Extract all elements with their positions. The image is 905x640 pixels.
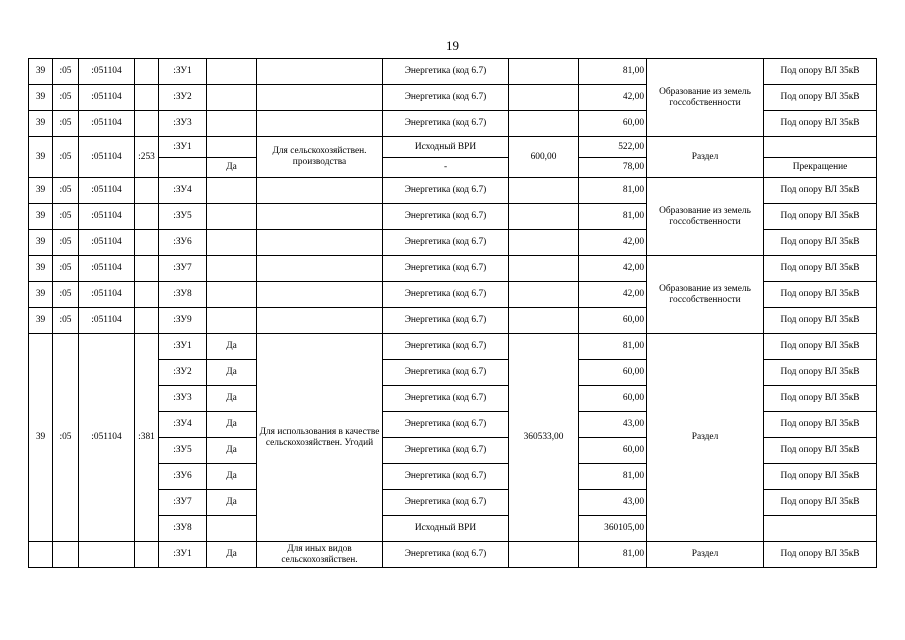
table-row xyxy=(29,59,877,85)
cell-region: 39 xyxy=(29,256,53,282)
cell-plot: :ЗУ1 xyxy=(159,137,207,158)
cell-district: :05 xyxy=(53,282,79,308)
cell-district: :05 xyxy=(53,256,79,282)
cell-original-area xyxy=(509,85,579,111)
cell-original-use: Для использования в качестве сельскохозяйствен. Угодий xyxy=(257,334,383,542)
cell-plot: :ЗУ1 xyxy=(159,542,207,568)
cell-area: 43,00 xyxy=(579,490,647,516)
cell-parcel: :381 xyxy=(135,334,159,542)
cell-purpose: Под опору ВЛ 35кВ xyxy=(764,282,877,308)
cell-use-type: Энергетика (код 6.7) xyxy=(383,204,509,230)
cell-plot: :ЗУ1 xyxy=(159,334,207,360)
cell-area: 43,00 xyxy=(579,412,647,438)
cell-use-type: Исходный ВРИ xyxy=(383,516,509,542)
cell-district: :05 xyxy=(53,59,79,85)
cell-quarter: :051104 xyxy=(79,178,135,204)
cell-parcel xyxy=(135,542,159,568)
cell-flag: Да xyxy=(207,386,257,412)
cell-parcel xyxy=(135,282,159,308)
cell-original-use xyxy=(257,256,383,282)
cell-plot: :ЗУ6 xyxy=(159,230,207,256)
cell-original-area xyxy=(509,542,579,568)
cell-purpose: Под опору ВЛ 35кВ xyxy=(764,542,877,568)
table-row xyxy=(29,542,877,568)
cell-plot: :ЗУ3 xyxy=(159,111,207,137)
cell-plot: :ЗУ3 xyxy=(159,386,207,412)
cell-purpose: Под опору ВЛ 35кВ xyxy=(764,230,877,256)
cell-formation-method: Раздел xyxy=(647,137,764,178)
cell-flag xyxy=(207,137,257,158)
cell-district: :05 xyxy=(53,308,79,334)
cell-region: 39 xyxy=(29,137,53,178)
cell-use-type: Энергетика (код 6.7) xyxy=(383,386,509,412)
cell-original-area xyxy=(509,178,579,204)
cell-area: 42,00 xyxy=(579,256,647,282)
cell-district: :05 xyxy=(53,334,79,542)
cell-quarter: :051104 xyxy=(79,334,135,542)
cell-plot: :ЗУ2 xyxy=(159,85,207,111)
cell-area: 60,00 xyxy=(579,308,647,334)
cell-use-type: Энергетика (код 6.7) xyxy=(383,334,509,360)
cell-use-type: - xyxy=(383,158,509,178)
cell-plot: :ЗУ7 xyxy=(159,256,207,282)
cell-area: 81,00 xyxy=(579,464,647,490)
cell-flag: Да xyxy=(207,464,257,490)
cell-quarter: :051104 xyxy=(79,308,135,334)
cell-area: 60,00 xyxy=(579,438,647,464)
cell-region: 39 xyxy=(29,111,53,137)
cell-flag xyxy=(207,59,257,85)
cell-quarter: :051104 xyxy=(79,256,135,282)
cell-original-use xyxy=(257,282,383,308)
cell-purpose: Под опору ВЛ 35кВ xyxy=(764,490,877,516)
cell-flag xyxy=(207,516,257,542)
cell-plot: :ЗУ2 xyxy=(159,360,207,386)
cell-formation-method: Образование из земель госсобственности xyxy=(647,256,764,334)
cell-original-area xyxy=(509,111,579,137)
cell-flag: Да xyxy=(207,438,257,464)
cell-area: 60,00 xyxy=(579,360,647,386)
cell-original-use xyxy=(257,178,383,204)
land-plots-table xyxy=(28,58,877,568)
cell-use-type: Энергетика (код 6.7) xyxy=(383,59,509,85)
cell-district: :05 xyxy=(53,137,79,178)
cell-formation-method: Раздел xyxy=(647,542,764,568)
cell-quarter xyxy=(79,542,135,568)
cell-area: 360105,00 xyxy=(579,516,647,542)
cell-original-use: Для сельскохозяйствен. производства xyxy=(257,137,383,178)
cell-district xyxy=(53,542,79,568)
cell-quarter: :051104 xyxy=(79,282,135,308)
cell-purpose xyxy=(764,137,877,158)
cell-quarter: :051104 xyxy=(79,137,135,178)
cell-use-type: Энергетика (код 6.7) xyxy=(383,111,509,137)
page-number: 19 xyxy=(446,38,459,53)
cell-plot xyxy=(159,158,207,178)
cell-plot: :ЗУ9 xyxy=(159,308,207,334)
cell-parcel xyxy=(135,111,159,137)
cell-plot: :ЗУ7 xyxy=(159,490,207,516)
cell-area: 81,00 xyxy=(579,59,647,85)
cell-parcel xyxy=(135,59,159,85)
cell-purpose: Под опору ВЛ 35кВ xyxy=(764,59,877,85)
cell-flag xyxy=(207,308,257,334)
cell-plot: :ЗУ5 xyxy=(159,438,207,464)
cell-purpose: Под опору ВЛ 35кВ xyxy=(764,308,877,334)
cell-original-use xyxy=(257,308,383,334)
cell-area: 60,00 xyxy=(579,111,647,137)
cell-district: :05 xyxy=(53,111,79,137)
cell-plot: :ЗУ8 xyxy=(159,282,207,308)
cell-parcel xyxy=(135,256,159,282)
cell-purpose xyxy=(764,516,877,542)
cell-purpose: Под опору ВЛ 35кВ xyxy=(764,386,877,412)
cell-use-type: Энергетика (код 6.7) xyxy=(383,490,509,516)
cell-purpose: Прекращение xyxy=(764,158,877,178)
cell-use-type: Энергетика (код 6.7) xyxy=(383,308,509,334)
cell-purpose: Под опору ВЛ 35кВ xyxy=(764,85,877,111)
cell-parcel xyxy=(135,308,159,334)
cell-original-area xyxy=(509,204,579,230)
cell-formation-method: Раздел xyxy=(647,334,764,542)
cell-area: 81,00 xyxy=(579,542,647,568)
cell-quarter: :051104 xyxy=(79,59,135,85)
cell-flag xyxy=(207,256,257,282)
cell-district: :05 xyxy=(53,204,79,230)
cell-parcel xyxy=(135,230,159,256)
cell-flag: Да xyxy=(207,490,257,516)
cell-flag: Да xyxy=(207,360,257,386)
cell-original-area xyxy=(509,256,579,282)
cell-use-type: Энергетика (код 6.7) xyxy=(383,360,509,386)
cell-flag: Да xyxy=(207,412,257,438)
cell-area: 81,00 xyxy=(579,178,647,204)
cell-district: :05 xyxy=(53,230,79,256)
cell-use-type: Энергетика (код 6.7) xyxy=(383,85,509,111)
table-row xyxy=(29,137,877,158)
cell-flag xyxy=(207,85,257,111)
cell-purpose: Под опору ВЛ 35кВ xyxy=(764,178,877,204)
cell-area: 522,00 xyxy=(579,137,647,158)
table-row xyxy=(29,334,877,360)
cell-original-area xyxy=(509,59,579,85)
cell-flag xyxy=(207,282,257,308)
cell-flag: Да xyxy=(207,542,257,568)
cell-purpose: Под опору ВЛ 35кВ xyxy=(764,334,877,360)
cell-original-area: 600,00 xyxy=(509,137,579,178)
cell-parcel: :253 xyxy=(135,137,159,178)
cell-region: 39 xyxy=(29,334,53,542)
cell-flag xyxy=(207,204,257,230)
cell-quarter: :051104 xyxy=(79,204,135,230)
cell-area: 81,00 xyxy=(579,334,647,360)
cell-original-area xyxy=(509,282,579,308)
cell-use-type: Энергетика (код 6.7) xyxy=(383,464,509,490)
cell-use-type: Энергетика (код 6.7) xyxy=(383,230,509,256)
cell-region: 39 xyxy=(29,282,53,308)
cell-region: 39 xyxy=(29,204,53,230)
cell-quarter: :051104 xyxy=(79,111,135,137)
cell-use-type: Энергетика (код 6.7) xyxy=(383,282,509,308)
cell-plot: :ЗУ5 xyxy=(159,204,207,230)
cell-use-type: Энергетика (код 6.7) xyxy=(383,256,509,282)
cell-purpose: Под опору ВЛ 35кВ xyxy=(764,111,877,137)
cell-plot: :ЗУ6 xyxy=(159,464,207,490)
cell-flag: Да xyxy=(207,158,257,178)
cell-use-type: Энергетика (код 6.7) xyxy=(383,542,509,568)
cell-plot: :ЗУ4 xyxy=(159,412,207,438)
cell-formation-method: Образование из земель госсобственности xyxy=(647,178,764,256)
cell-purpose: Под опору ВЛ 35кВ xyxy=(764,204,877,230)
cell-use-type: Исходный ВРИ xyxy=(383,137,509,158)
cell-plot: :ЗУ4 xyxy=(159,178,207,204)
cell-parcel xyxy=(135,178,159,204)
cell-district: :05 xyxy=(53,85,79,111)
cell-region: 39 xyxy=(29,59,53,85)
cell-district: :05 xyxy=(53,178,79,204)
cell-flag xyxy=(207,111,257,137)
cell-region: 39 xyxy=(29,85,53,111)
cell-original-use: Для иных видов сельскохозяйствен. xyxy=(257,542,383,568)
cell-region: 39 xyxy=(29,308,53,334)
cell-plot: :ЗУ1 xyxy=(159,59,207,85)
cell-purpose: Под опору ВЛ 35кВ xyxy=(764,438,877,464)
cell-parcel xyxy=(135,85,159,111)
cell-plot: :ЗУ8 xyxy=(159,516,207,542)
cell-original-use xyxy=(257,230,383,256)
cell-purpose: Под опору ВЛ 35кВ xyxy=(764,360,877,386)
cell-original-use xyxy=(257,85,383,111)
cell-region: 39 xyxy=(29,178,53,204)
cell-use-type: Энергетика (код 6.7) xyxy=(383,178,509,204)
cell-original-area xyxy=(509,308,579,334)
cell-area: 78,00 xyxy=(579,158,647,178)
cell-parcel xyxy=(135,204,159,230)
cell-region xyxy=(29,542,53,568)
cell-area: 42,00 xyxy=(579,282,647,308)
cell-flag xyxy=(207,230,257,256)
cell-area: 42,00 xyxy=(579,85,647,111)
cell-use-type: Энергетика (код 6.7) xyxy=(383,412,509,438)
cell-use-type: Энергетика (код 6.7) xyxy=(383,438,509,464)
cell-area: 81,00 xyxy=(579,204,647,230)
cell-area: 60,00 xyxy=(579,386,647,412)
cell-region: 39 xyxy=(29,230,53,256)
cell-original-use xyxy=(257,204,383,230)
cell-quarter: :051104 xyxy=(79,85,135,111)
cell-flag: Да xyxy=(207,334,257,360)
cell-original-area: 360533,00 xyxy=(509,334,579,542)
cell-formation-method: Образование из земель госсобственности xyxy=(647,59,764,137)
cell-purpose: Под опору ВЛ 35кВ xyxy=(764,464,877,490)
table-row xyxy=(29,178,877,204)
cell-flag xyxy=(207,178,257,204)
cell-quarter: :051104 xyxy=(79,230,135,256)
cell-original-use xyxy=(257,111,383,137)
cell-original-use xyxy=(257,59,383,85)
cell-purpose: Под опору ВЛ 35кВ xyxy=(764,256,877,282)
cell-purpose: Под опору ВЛ 35кВ xyxy=(764,412,877,438)
cell-original-area xyxy=(509,230,579,256)
cell-area: 42,00 xyxy=(579,230,647,256)
table-row xyxy=(29,256,877,282)
